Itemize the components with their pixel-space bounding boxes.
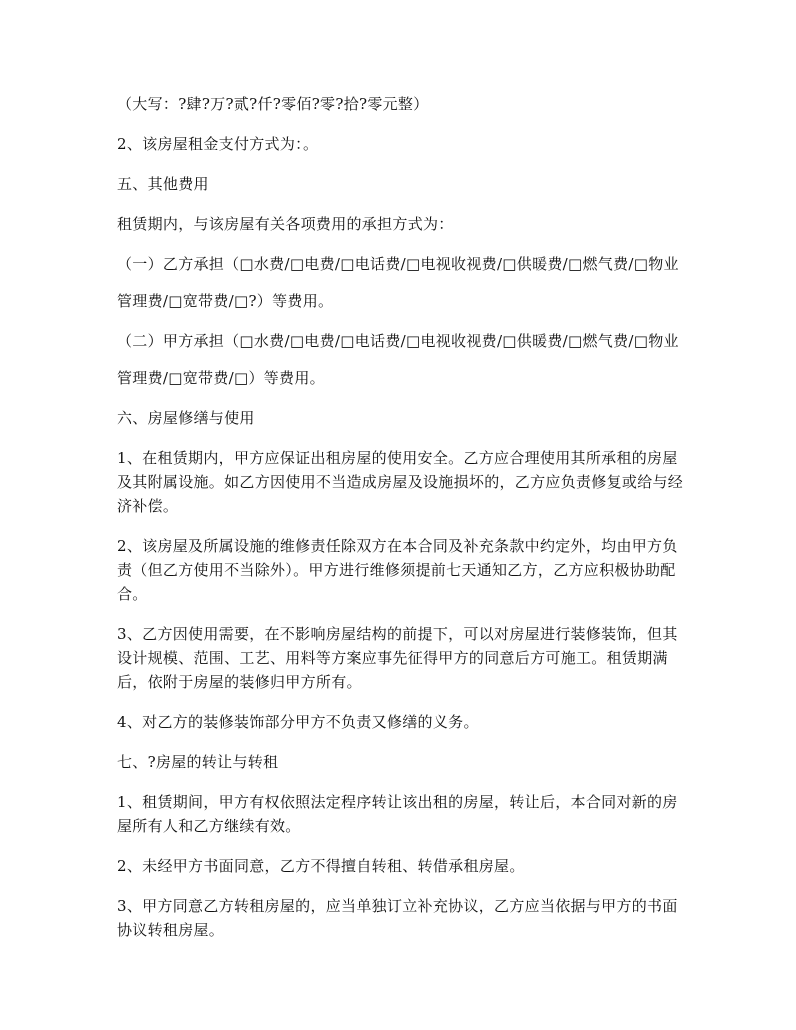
paragraph: （二）甲方承担（□水费/□电费/□电话费/□电视收视费/□供暖费/□燃气费/□物业 <box>117 332 679 350</box>
paragraph: 1、租赁期间，甲方有权依照法定程序转让该出租的房屋，转让后，本合同对新的房屋所有人和乙方继续有效。 <box>117 793 678 835</box>
paragraph: 管理费/□宽带费/□?）等费用。 <box>117 292 334 310</box>
document-body <box>117 92 687 958</box>
paragraph: （大写：?肆?万?贰?仟?零佰?零?拾?零元整） <box>117 95 429 113</box>
paragraph: （一）乙方承担（□水费/□电费/□电话费/□电视收视费/□供暖费/□燃气费/□物业 <box>117 255 679 273</box>
paragraph: 2、未经甲方书面同意，乙方不得擅自转租、转借承租房屋。 <box>117 857 525 875</box>
paragraph: 1、在租赁期内，甲方应保证出租房屋的使用安全。乙方应合理使用其所承租的房屋及其附属设施。如乙方因使用不当造成房屋及设施损坏的，乙方应负责修复或给与经济补偿。 <box>117 449 684 515</box>
paragraph: 3、乙方因使用需要，在不影响房屋结构的前提下，可以对房屋进行装修装饰，但其设计规模、范围、工艺、用料等方案应事先征得甲方的同意后方可施工。租赁期满后，依附于房屋的装修归甲方所有。 <box>117 625 678 691</box>
paragraph: 3、甲方同意乙方转租房屋的，应当单独订立补充协议，乙方应当依据与甲方的书面协议转租房屋。 <box>117 897 678 939</box>
section-heading: 七、?房屋的转让与转租 <box>117 753 279 771</box>
paragraph: 2、该房屋及所属设施的维修责任除双方在本合同及补充条款中约定外，均由甲方负责（但乙方使用不当除外）。甲方进行维修须提前七天通知乙方，乙方应积极协助配合。 <box>117 537 678 603</box>
section-heading: 六、房屋修缮与使用 <box>117 409 255 427</box>
paragraph: 管理费/□宽带费/□）等费用。 <box>117 369 325 387</box>
section-heading: 五、其他费用 <box>117 175 209 193</box>
paragraph: 4、对乙方的装修装饰部分甲方不负责又修缮的义务。 <box>117 713 479 731</box>
paragraph: 租赁期内，与该房屋有关各项费用的承担方式为： <box>117 215 454 233</box>
paragraph: 2、该房屋租金支付方式为：。 <box>117 135 319 153</box>
